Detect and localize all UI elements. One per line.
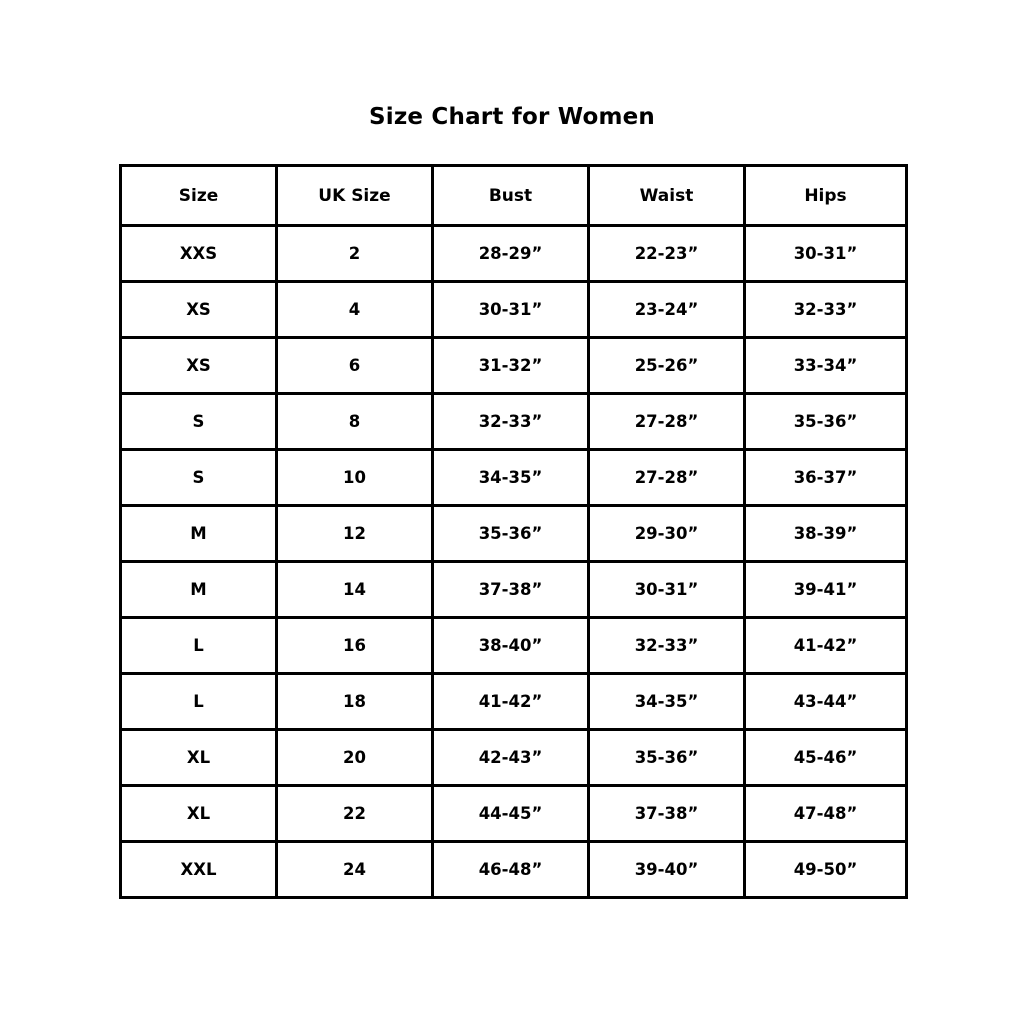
cell-hips: 41-42” <box>745 618 907 674</box>
cell-hips: 39-41” <box>745 562 907 618</box>
table-row <box>121 450 907 506</box>
cell-uk-size: 22 <box>277 786 433 842</box>
cell-uk-size: 18 <box>277 674 433 730</box>
table-row <box>121 282 907 338</box>
cell-hips: 45-46” <box>745 730 907 786</box>
cell-uk-size: 20 <box>277 730 433 786</box>
cell-size: M <box>121 562 277 618</box>
cell-bust: 35-36” <box>433 506 589 562</box>
cell-bust: 32-33” <box>433 394 589 450</box>
cell-hips: 36-37” <box>745 450 907 506</box>
cell-hips: 47-48” <box>745 786 907 842</box>
table-row <box>121 506 907 562</box>
cell-hips: 38-39” <box>745 506 907 562</box>
cell-size: S <box>121 394 277 450</box>
cell-bust: 31-32” <box>433 338 589 394</box>
cell-size: L <box>121 674 277 730</box>
cell-size: XXL <box>121 842 277 898</box>
cell-uk-size: 8 <box>277 394 433 450</box>
cell-waist: 25-26” <box>589 338 745 394</box>
cell-bust: 28-29” <box>433 226 589 282</box>
page-title: Size Chart for Women <box>368 104 655 130</box>
cell-bust: 34-35” <box>433 450 589 506</box>
cell-waist: 32-33” <box>589 618 745 674</box>
table-row <box>121 394 907 450</box>
table-row <box>121 842 907 898</box>
cell-waist: 23-24” <box>589 282 745 338</box>
cell-size: M <box>121 506 277 562</box>
cell-hips: 49-50” <box>745 842 907 898</box>
cell-waist: 35-36” <box>589 730 745 786</box>
column-header-size: Size <box>121 166 277 226</box>
cell-size: S <box>121 450 277 506</box>
cell-bust: 44-45” <box>433 786 589 842</box>
cell-uk-size: 4 <box>277 282 433 338</box>
cell-waist: 29-30” <box>589 506 745 562</box>
size-chart-table <box>119 164 908 899</box>
cell-waist: 37-38” <box>589 786 745 842</box>
cell-bust: 38-40” <box>433 618 589 674</box>
table-row <box>121 338 907 394</box>
cell-hips: 43-44” <box>745 674 907 730</box>
cell-bust: 30-31” <box>433 282 589 338</box>
column-header-waist: Waist <box>589 166 745 226</box>
cell-size: XL <box>121 730 277 786</box>
cell-bust: 42-43” <box>433 730 589 786</box>
cell-size: XS <box>121 282 277 338</box>
cell-bust: 46-48” <box>433 842 589 898</box>
cell-size: XL <box>121 786 277 842</box>
table-row <box>121 226 907 282</box>
cell-uk-size: 14 <box>277 562 433 618</box>
cell-waist: 27-28” <box>589 450 745 506</box>
cell-hips: 30-31” <box>745 226 907 282</box>
table-header-row <box>121 166 907 226</box>
table-body <box>121 226 907 898</box>
cell-waist: 39-40” <box>589 842 745 898</box>
table-row <box>121 562 907 618</box>
table-row <box>121 618 907 674</box>
table-row <box>121 730 907 786</box>
cell-hips: 33-34” <box>745 338 907 394</box>
cell-hips: 35-36” <box>745 394 907 450</box>
cell-waist: 22-23” <box>589 226 745 282</box>
table-row <box>121 786 907 842</box>
cell-bust: 37-38” <box>433 562 589 618</box>
table-header <box>121 166 907 226</box>
cell-size: XXS <box>121 226 277 282</box>
size-chart-table-container <box>119 164 905 899</box>
cell-waist: 30-31” <box>589 562 745 618</box>
cell-uk-size: 6 <box>277 338 433 394</box>
column-header-hips: Hips <box>745 166 907 226</box>
cell-uk-size: 10 <box>277 450 433 506</box>
cell-uk-size: 12 <box>277 506 433 562</box>
cell-hips: 32-33” <box>745 282 907 338</box>
cell-waist: 34-35” <box>589 674 745 730</box>
column-header-bust: Bust <box>433 166 589 226</box>
cell-uk-size: 16 <box>277 618 433 674</box>
cell-size: XS <box>121 338 277 394</box>
cell-uk-size: 2 <box>277 226 433 282</box>
cell-waist: 27-28” <box>589 394 745 450</box>
cell-size: L <box>121 618 277 674</box>
cell-uk-size: 24 <box>277 842 433 898</box>
cell-bust: 41-42” <box>433 674 589 730</box>
table-row <box>121 674 907 730</box>
column-header-uk-size: UK Size <box>277 166 433 226</box>
